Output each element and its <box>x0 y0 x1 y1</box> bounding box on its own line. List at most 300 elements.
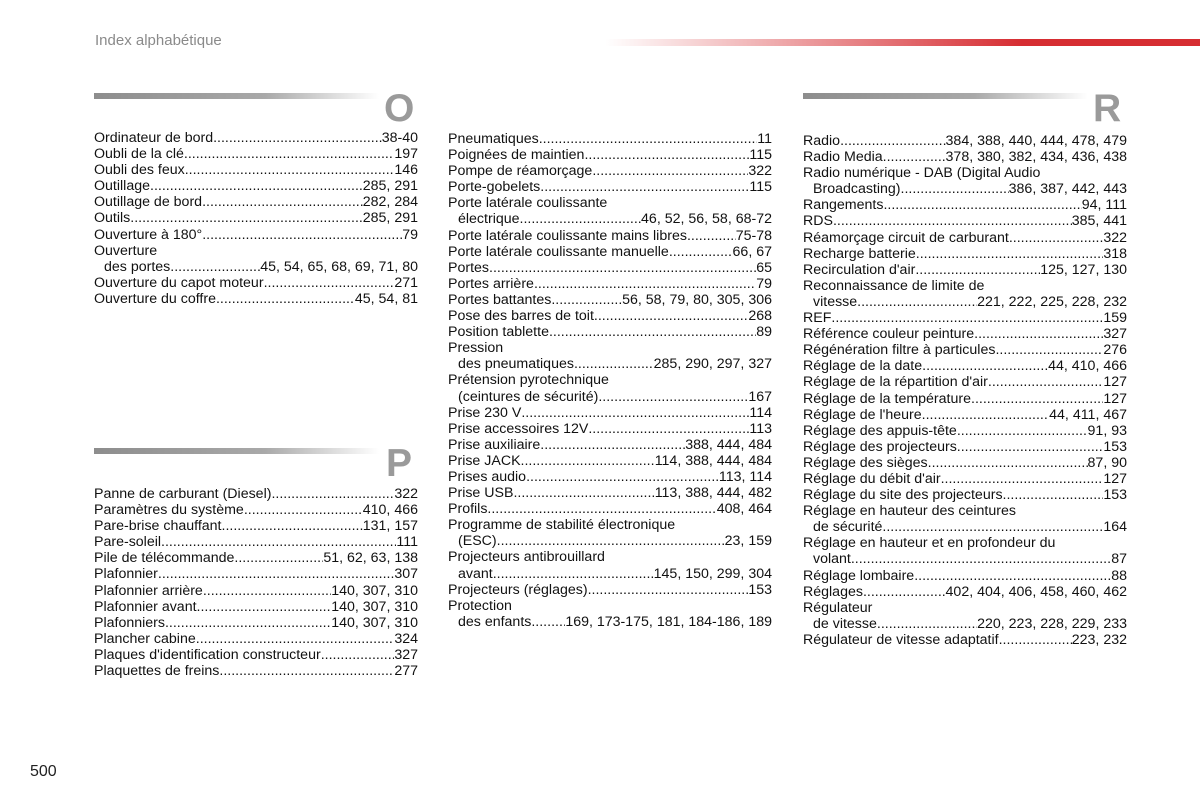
index-entry-term: Plaques d'identification constructeur <box>94 646 321 663</box>
index-entry <box>448 405 772 421</box>
index-entry-pages: 378, 380, 382, 434, 436, 438 <box>945 149 1127 166</box>
dot-leader <box>957 423 1088 439</box>
dot-leader <box>161 534 396 550</box>
index-entry <box>448 598 772 614</box>
dot-leader <box>916 246 1104 262</box>
dot-leader <box>1009 230 1104 246</box>
dot-leader <box>851 551 1111 567</box>
index-entry-term: avant <box>458 565 493 582</box>
index-entry <box>448 260 772 276</box>
dot-leader <box>130 210 363 226</box>
index-entry-term: Reconnaissance de limite de <box>803 277 985 294</box>
dot-leader <box>995 342 1103 358</box>
index-entry <box>803 487 1127 503</box>
index-entry-pages: 271 <box>394 274 418 291</box>
index-entry-term: REF <box>803 310 832 327</box>
index-entry-term: Portes arrière <box>448 275 534 292</box>
dot-leader <box>196 631 395 647</box>
index-list-o <box>94 130 418 307</box>
dot-leader <box>914 568 1111 584</box>
dot-leader <box>321 647 395 663</box>
index-entry-term: Réglage du débit d'air <box>803 470 941 487</box>
index-entry-term: électrique <box>458 211 520 228</box>
index-entry-term: des portes <box>104 258 171 275</box>
index-entry-term: Réglage des projecteurs <box>803 438 957 455</box>
dot-leader <box>521 453 655 469</box>
dot-leader <box>588 582 749 598</box>
index-entry-pages: 307 <box>394 566 418 583</box>
dot-leader <box>150 178 363 194</box>
header-accent-bar <box>605 39 1200 46</box>
index-entry <box>448 533 772 549</box>
index-entry <box>94 566 418 582</box>
section-header-p <box>94 442 420 488</box>
index-entry <box>94 162 418 178</box>
index-entry-term: volant <box>813 551 851 568</box>
index-entry-pages: 11 <box>757 131 772 147</box>
index-entry-term: Radio Media <box>803 149 883 166</box>
index-entry <box>803 294 1127 310</box>
index-entry-pages: 285, 291 <box>362 178 418 195</box>
section-rule <box>94 448 379 454</box>
index-entry-term: Référence couleur peinture <box>803 326 975 343</box>
index-entry-term: (ceintures de sécurité) <box>458 388 599 405</box>
index-entry <box>448 211 772 227</box>
index-entry <box>803 600 1127 616</box>
dot-leader <box>883 149 946 165</box>
index-entry-term: Rangements <box>803 197 884 214</box>
index-entry-pages: 46, 52, 56, 58, 68-72 <box>641 211 772 228</box>
index-entry-pages: 153 <box>1103 438 1127 455</box>
index-list-r <box>803 133 1127 648</box>
index-entry-term: Prise auxiliaire <box>448 436 541 453</box>
dot-leader <box>539 131 758 147</box>
dot-leader <box>974 326 1103 342</box>
dot-leader <box>574 356 654 372</box>
dot-leader <box>222 518 363 534</box>
dot-leader <box>833 213 1072 229</box>
index-entry <box>803 568 1127 584</box>
index-entry-term: Régulateur <box>803 599 873 616</box>
index-entry-term: Radio numérique - DAB (Digital Audio <box>803 165 1041 182</box>
index-entry-term: de vitesse <box>813 615 877 632</box>
index-entry <box>448 469 772 485</box>
dot-leader <box>669 244 733 260</box>
index-entry <box>803 262 1127 278</box>
index-entry <box>803 407 1127 423</box>
index-entry-pages: 408, 464 <box>716 501 772 518</box>
index-entry-pages: 115 <box>749 179 772 196</box>
index-entry-term: Oubli de la clé <box>94 146 184 163</box>
dot-leader <box>999 632 1072 648</box>
index-entry-pages: 327 <box>1103 326 1127 343</box>
dot-leader <box>219 663 394 679</box>
index-entry-pages: 75-78 <box>735 227 772 244</box>
index-entry-pages: 140, 307, 310 <box>331 614 418 631</box>
index-entry-term: Prise accessoires 12V <box>448 420 589 437</box>
dot-leader <box>551 292 622 308</box>
section-letter: O <box>384 87 415 130</box>
dot-leader <box>928 455 1088 471</box>
index-entry <box>94 583 418 599</box>
index-entry-term: Pression <box>448 340 504 357</box>
index-entry-term: Panne de carburant (Diesel) <box>94 486 272 502</box>
index-entry-pages: 285, 290, 297, 327 <box>653 356 772 373</box>
dot-leader <box>883 197 1081 213</box>
dot-leader <box>549 324 756 340</box>
index-entry <box>94 227 418 243</box>
index-entry-pages: 89 <box>756 324 772 341</box>
dot-leader <box>234 550 323 566</box>
index-entry-term: Réamorçage circuit de carburant <box>803 229 1009 246</box>
dot-leader <box>687 228 736 244</box>
dot-leader <box>594 308 748 324</box>
index-entry-pages: 276 <box>1103 342 1127 359</box>
index-entry-term: Programme de stabilité électronique <box>448 517 676 534</box>
index-entry <box>803 535 1127 551</box>
index-entry-pages: 111 <box>396 534 418 551</box>
index-entry <box>803 439 1127 455</box>
index-entry-pages: 268 <box>748 308 772 325</box>
section-rule <box>803 93 1088 99</box>
index-entry <box>803 310 1127 326</box>
index-entry <box>448 501 772 517</box>
index-entry-pages: 91, 93 <box>1087 422 1127 439</box>
index-entry <box>448 131 772 147</box>
dot-leader <box>598 389 748 405</box>
dot-leader <box>540 179 749 195</box>
index-entry-pages: 51, 62, 63, 138 <box>323 550 418 567</box>
index-entry-pages: 114, 388, 444, 484 <box>654 452 772 469</box>
index-entry-pages: 322 <box>748 163 772 180</box>
index-entry-pages: 127 <box>1103 470 1127 487</box>
index-entry <box>803 278 1127 294</box>
index-entry-pages: 87 <box>1111 551 1127 568</box>
index-entry-term: Pose des barres de toit <box>448 308 594 325</box>
index-entry-term: Réglage en hauteur des ceintures <box>803 503 1016 520</box>
index-entry <box>803 165 1127 181</box>
dot-leader <box>540 437 685 453</box>
index-entry-pages: 113, 114 <box>718 468 772 485</box>
index-entry-term: vitesse <box>813 293 858 310</box>
index-entry-term: Prise USB <box>448 485 514 502</box>
index-entry <box>803 342 1127 358</box>
index-entry-term: Plafonnier avant <box>94 598 197 615</box>
index-entry-pages: 164 <box>1103 519 1127 536</box>
index-entry-term: Projecteurs (réglages) <box>448 581 588 598</box>
index-entry-pages: 410, 466 <box>362 502 418 519</box>
index-entry-term: Ouverture <box>94 242 158 259</box>
index-entry <box>448 147 772 163</box>
index-entry-term: de sécurité <box>813 519 883 536</box>
dot-leader <box>957 439 1104 455</box>
index-entry <box>448 356 772 372</box>
index-entry-term: Paramètres du système <box>94 502 244 519</box>
index-entry <box>803 616 1127 632</box>
index-entry <box>448 308 772 324</box>
index-entry <box>803 230 1127 246</box>
index-entry-pages: 402, 404, 406, 458, 460, 462 <box>945 583 1127 600</box>
section-rule <box>94 93 379 99</box>
index-entry-pages: 66, 67 <box>732 243 772 260</box>
index-entry-pages: 322 <box>1103 229 1127 246</box>
index-entry-term: Projecteurs antibrouillard <box>448 549 605 566</box>
index-entry-pages: 285, 291 <box>362 210 418 227</box>
index-entry-term: Réglages <box>803 583 863 600</box>
dot-leader <box>264 275 395 291</box>
index-entry <box>448 517 772 533</box>
dot-leader <box>901 181 1009 197</box>
dot-leader <box>840 133 945 149</box>
dot-leader <box>202 227 402 243</box>
dot-leader <box>922 407 1049 423</box>
index-entry-pages: 113, 388, 444, 482 <box>654 485 772 502</box>
index-entry-pages: 327 <box>394 646 418 663</box>
index-entry <box>94 534 418 550</box>
index-entry <box>803 391 1127 407</box>
index-entry-term: Pneumatiques <box>448 131 539 147</box>
index-entry-term: Plaquettes de freins <box>94 663 220 680</box>
dot-leader <box>170 259 260 275</box>
index-entry-term: Régénération filtre à particules <box>803 342 996 359</box>
index-entry <box>94 631 418 647</box>
dot-leader <box>521 405 749 421</box>
section-letter: P <box>386 442 413 485</box>
index-entry <box>94 615 418 631</box>
index-entry <box>94 243 418 259</box>
index-entry-term: Réglage des appuis-tête <box>803 422 957 439</box>
index-entry <box>94 275 418 291</box>
index-entry-term: Plafonnier <box>94 566 158 583</box>
dot-leader <box>165 615 331 631</box>
dot-leader <box>592 163 748 179</box>
index-entry <box>94 663 418 679</box>
index-entry-pages: 127 <box>1103 374 1127 391</box>
index-entry <box>94 210 418 226</box>
dot-leader <box>158 566 394 582</box>
index-entry-term: Pile de télécommande <box>94 550 235 567</box>
index-entry <box>803 246 1127 262</box>
index-entry-pages: 221, 222, 225, 228, 232 <box>977 293 1127 310</box>
dot-leader <box>526 469 719 485</box>
index-list-p-middle <box>448 131 772 630</box>
index-entry-pages: 384, 388, 440, 444, 478, 479 <box>945 133 1127 149</box>
index-entry-term: Oubli des feux <box>94 162 185 179</box>
dot-leader <box>915 262 1040 278</box>
index-entry-term: Portes <box>448 259 490 276</box>
index-entry <box>448 340 772 356</box>
index-entry <box>448 389 772 405</box>
index-entry-pages: 318 <box>1103 245 1127 262</box>
index-entry <box>448 437 772 453</box>
index-entry-term: Prise 230 V <box>448 404 522 421</box>
index-entry-term: Broadcasting) <box>813 181 901 198</box>
dot-leader <box>857 294 977 310</box>
index-entry-pages: 79 <box>402 226 418 243</box>
index-entry <box>803 181 1127 197</box>
index-entry-pages: 140, 307, 310 <box>331 582 418 599</box>
index-entry-term: Réglage lombaire <box>803 567 915 584</box>
index-entry <box>803 455 1127 471</box>
dot-leader <box>185 162 395 178</box>
dot-leader <box>863 584 946 600</box>
index-entry <box>448 195 772 211</box>
index-entry-pages: 145, 150, 299, 304 <box>653 565 772 582</box>
index-entry <box>448 421 772 437</box>
dot-leader <box>497 533 725 549</box>
index-entry-pages: 169, 173-175, 181, 184-186, 189 <box>565 613 772 630</box>
index-entry <box>448 614 772 630</box>
index-entry <box>94 130 418 146</box>
index-entry-pages: 388, 444, 484 <box>685 436 772 453</box>
index-entry-pages: 159 <box>1103 310 1127 327</box>
index-entry <box>94 194 418 210</box>
index-entry-term: Réglage de l'heure <box>803 406 922 423</box>
index-entry-term: Réglage de la répartition d'air <box>803 374 988 391</box>
index-entry-term: RDS <box>803 213 833 230</box>
index-entry <box>803 551 1127 567</box>
page-header-title: Index alphabétique <box>95 32 222 49</box>
dot-leader <box>271 486 394 502</box>
index-entry-pages: 322 <box>394 486 418 502</box>
index-entry <box>448 276 772 292</box>
index-entry <box>803 374 1127 390</box>
index-entry-pages: 197 <box>394 146 418 163</box>
index-entry <box>803 133 1127 149</box>
index-entry-term: Radio <box>803 133 841 149</box>
dot-leader <box>184 146 394 162</box>
index-entry-term: Plafonniers <box>94 614 165 631</box>
index-entry <box>803 213 1127 229</box>
index-entry-term: Profils <box>448 501 488 518</box>
index-entry-term: Réglage de la température <box>803 390 971 407</box>
index-entry <box>448 485 772 501</box>
index-entry-pages: 223, 232 <box>1071 631 1127 648</box>
index-entry-term: Porte-gobelets <box>448 179 541 196</box>
index-entry-pages: 140, 307, 310 <box>331 598 418 615</box>
index-entry-term: (ESC) <box>458 533 497 550</box>
index-entry-term: Portes battantes <box>448 291 552 308</box>
dot-leader <box>202 194 363 210</box>
index-entry-pages: 153 <box>748 581 772 598</box>
index-entry-pages: 131, 157 <box>362 518 418 535</box>
index-entry-pages: 386, 387, 442, 443 <box>1008 181 1127 198</box>
index-entry <box>94 291 418 307</box>
dot-leader <box>922 358 1048 374</box>
index-entry-term: Prise JACK <box>448 452 521 469</box>
index-entry-pages: 167 <box>748 388 772 405</box>
dot-leader <box>197 599 332 615</box>
index-entry-term: Ordinateur de bord <box>94 130 214 146</box>
index-entry-term: Ouverture à 180° <box>94 226 203 243</box>
index-entry-term: des pneumatiques <box>458 356 574 373</box>
index-entry <box>448 372 772 388</box>
index-entry-term: Pompe de réamorçage <box>448 163 593 180</box>
index-entry <box>803 358 1127 374</box>
index-entry-term: Protection <box>448 597 512 614</box>
index-entry-pages: 115 <box>749 147 772 164</box>
index-entry <box>803 326 1127 342</box>
index-entry-pages: 153 <box>1103 487 1127 504</box>
dot-leader <box>213 130 382 146</box>
index-entry <box>94 178 418 194</box>
dot-leader <box>487 501 716 517</box>
index-entry-term: Porte latérale coulissante <box>448 195 608 212</box>
index-entry <box>448 549 772 565</box>
index-entry <box>94 599 418 615</box>
index-entry-pages: 44, 410, 466 <box>1048 358 1127 375</box>
index-entry <box>803 503 1127 519</box>
index-entry <box>94 550 418 566</box>
dot-leader <box>493 566 654 582</box>
index-entry-pages: 324 <box>394 630 418 647</box>
index-entry-pages: 146 <box>394 162 418 179</box>
dot-leader <box>941 471 1104 487</box>
index-list-p-left <box>94 486 418 679</box>
dot-leader <box>1003 487 1104 503</box>
dot-leader <box>877 616 977 632</box>
index-entry-pages: 45, 54, 65, 68, 69, 71, 80 <box>260 258 418 275</box>
dot-leader <box>531 614 565 630</box>
index-entry-term: Réglage du site des projecteurs <box>803 487 1003 504</box>
index-entry-pages: 113 <box>749 420 772 437</box>
dot-leader <box>203 583 331 599</box>
index-entry-pages: 44, 411, 467 <box>1049 406 1127 423</box>
index-entry-term: Régulateur de vitesse adaptatif <box>803 631 999 648</box>
dot-leader <box>831 310 1103 326</box>
index-entry-pages: 94, 111 <box>1081 197 1127 214</box>
dot-leader <box>520 211 642 227</box>
index-entry-pages: 114 <box>749 404 772 421</box>
index-entry <box>448 244 772 260</box>
section-header-r <box>803 87 1129 133</box>
index-entry-pages: 127 <box>1103 390 1127 407</box>
index-entry-term: Recirculation d'air <box>803 261 916 278</box>
page-number: 500 <box>30 763 57 780</box>
index-entry <box>94 647 418 663</box>
index-entry-pages: 88 <box>1111 567 1127 584</box>
index-entry-term: Outillage <box>94 178 150 195</box>
index-entry-term: Prises audio <box>448 468 527 485</box>
index-entry-pages: 125, 127, 130 <box>1040 261 1127 278</box>
index-entry <box>803 584 1127 600</box>
index-entry-pages: 56, 58, 79, 80, 305, 306 <box>622 291 772 308</box>
index-entry-term: Pare-soleil <box>94 534 162 551</box>
dot-leader <box>971 391 1103 407</box>
index-entry-term: Poignées de maintien <box>448 147 585 164</box>
dot-leader <box>244 502 363 518</box>
index-entry-pages: 45, 54, 81 <box>354 290 418 307</box>
index-entry <box>448 453 772 469</box>
index-entry <box>94 502 418 518</box>
index-entry-pages: 38-40 <box>381 130 418 146</box>
index-entry <box>448 163 772 179</box>
index-entry-term: Plancher cabine <box>94 630 196 647</box>
index-entry-term: Porte latérale coulissante manuelle <box>448 243 669 260</box>
dot-leader <box>588 421 749 437</box>
index-entry <box>448 228 772 244</box>
index-entry-term: Plafonnier arrière <box>94 582 203 599</box>
index-entry-pages: 277 <box>394 663 418 680</box>
index-entry <box>94 486 418 502</box>
index-entry <box>448 582 772 598</box>
index-entry-pages: 23, 159 <box>724 533 772 550</box>
section-header-o <box>94 87 420 133</box>
section-letter: R <box>1093 87 1122 130</box>
index-entry <box>448 179 772 195</box>
dot-leader <box>534 276 756 292</box>
index-entry-term: Réglage des sièges <box>803 454 928 471</box>
